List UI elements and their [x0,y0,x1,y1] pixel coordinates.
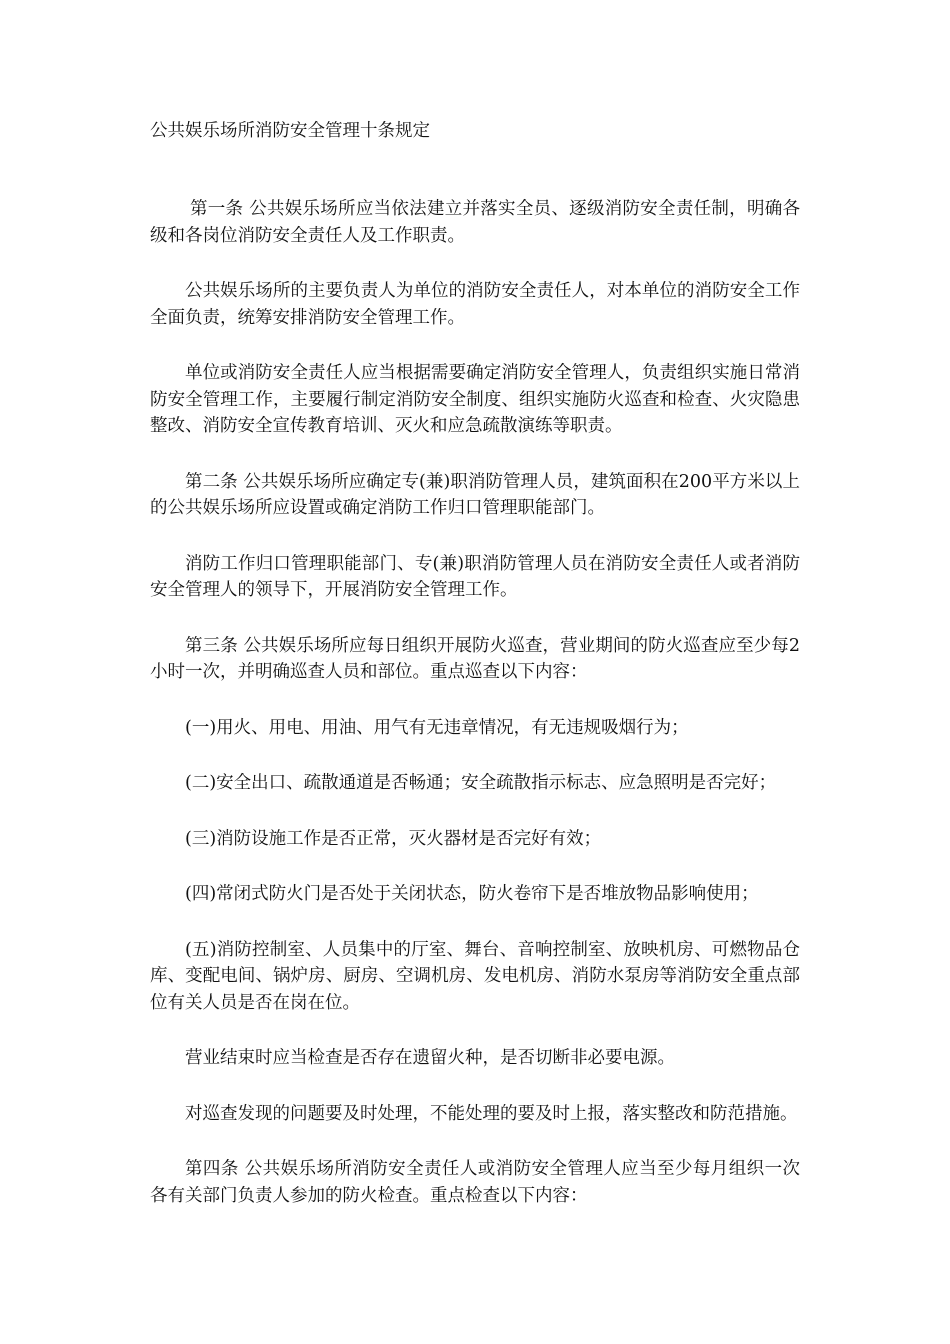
article-3-paragraph: 第三条 公共娱乐场所应每日组织开展防火巡查，营业期间的防火巡查应至少每2小时一次，并明确巡查人员和部位。重点巡查以下内容： [150,635,800,682]
document-page [150,118,800,1238]
inspection-item-5: (五)消防控制室、人员集中的厅室、舞台、音响控制室、放映机房、可燃物品仓库、变配电间、锅炉房、厨房、空调机房、发电机房、消防水泵房等消防安全重点部位有关人员是否在岗在位。 [150,939,800,1013]
closing-check-paragraph: 营业结束时应当检查是否存在遗留火种，是否切断非必要电源。 [185,1048,675,1068]
article-2-department-paragraph: 消防工作归口管理职能部门、专(兼)职消防管理人员在消防安全责任人或者消防安全管理人的领导下，开展消防安全管理工作。 [150,553,800,600]
inspection-item-4: (四)常闭式防火门是否处于关闭状态，防火卷帘下是否堆放物品影响使用； [185,884,759,904]
article-1-manager-paragraph: 单位或消防安全责任人应当根据需要确定消防安全管理人，负责组织实施日常消防安全管理工作，主要履行制定消防安全制度、组织实施防火巡查和检查、火灾隐患整改、消防安全宣传教育培训、灭火和应急疏散演练等职责。 [150,363,800,436]
article-4-paragraph: 第四条 公共娱乐场所消防安全责任人或消防安全管理人应当至少每月组织一次各有关部门负责人参加的防火检查。重点检查以下内容： [150,1159,800,1206]
document-title: 公共娱乐场所消防安全管理十条规定 [150,121,430,141]
article-1-paragraph: 第一条 公共娱乐场所应当依法建立并落实全员、逐级消防安全责任制，明确各级和各岗位消防安全责任人及工作职责。 [150,199,800,246]
inspection-item-3: (三)消防设施工作是否正常，灭火器材是否完好有效； [185,828,602,849]
article-1-responsible-person-paragraph: 公共娱乐场所的主要负责人为单位的消防安全责任人，对本单位的消防安全工作全面负责，统筹安排消防安全管理工作。 [150,281,800,328]
inspection-item-1: (一)用火、用电、用油、用气有无违章情况，有无违规吸烟行为； [185,717,689,738]
issue-handling-paragraph: 对巡查发现的问题要及时处理，不能处理的要及时上报，落实整改和防范措施。 [185,1103,798,1124]
inspection-item-2: (二)安全出口、疏散通道是否畅通；安全疏散指示标志、应急照明是否完好； [185,773,777,793]
article-2-paragraph: 第二条 公共娱乐场所应确定专(兼)职消防管理人员，建筑面积在200平方米以上的公共娱乐场所应设置或确定消防工作归口管理职能部门。 [150,471,800,518]
